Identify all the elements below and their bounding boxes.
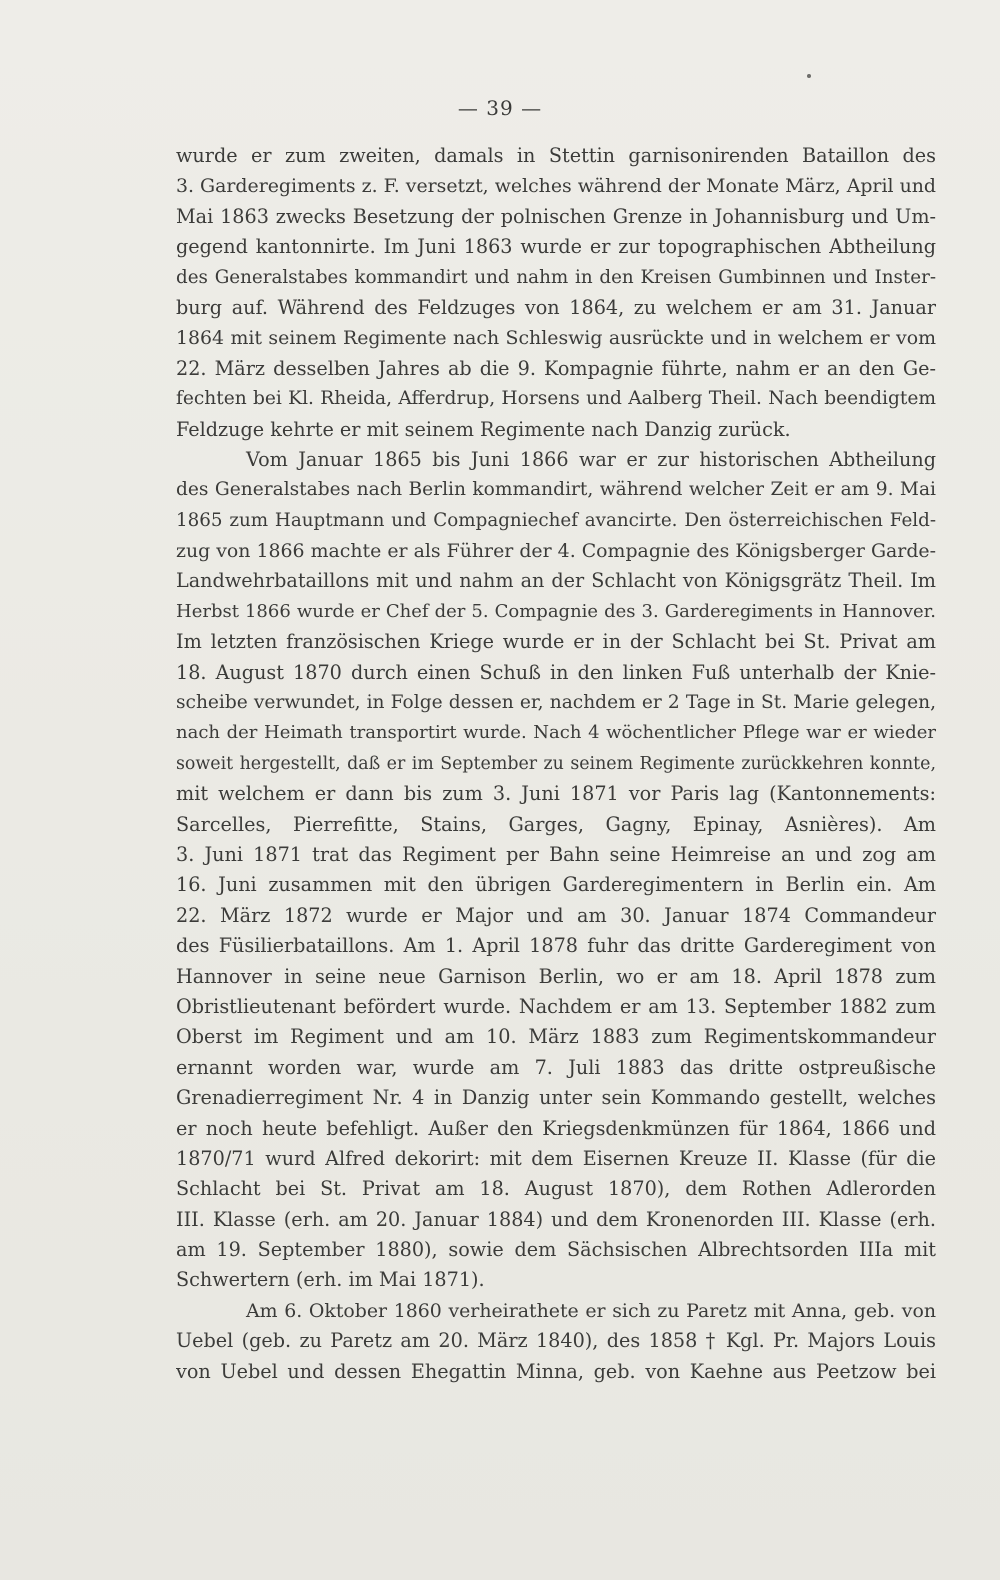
text-line: zug von 1866 machte er als Führer der 4. Compagnie des Königsberger Garde- bbox=[176, 540, 936, 563]
text-line: des Generalstabes nach Berlin kommandirt, während welcher Zeit er am 9. Mai bbox=[176, 479, 936, 501]
text-line: Herbst 1866 wurde er Chef der 5. Compagnie des 3. Garderegiments in Hannover. bbox=[176, 600, 936, 622]
text-line: nach der Heimath transportirt wurde. Nach 4 wöchentlicher Pflege war er wieder bbox=[176, 722, 936, 744]
text-line: am 19. September 1880), sowie dem Sächsischen Albrechtsorden IIIa mit bbox=[176, 1238, 936, 1262]
speck bbox=[807, 74, 811, 78]
text-line: er noch heute befehligt. Außer den Kriegsdenkmünzen für 1864, 1866 und bbox=[176, 1116, 936, 1140]
text-line: III. Klasse (erh. am 20. Januar 1884) und dem Kronenorden III. Klasse (erh. bbox=[176, 1207, 936, 1231]
text-line: ernannt worden war, wurde am 7. Juli 1883 das dritte ostpreußische bbox=[176, 1055, 936, 1079]
text-line: 16. Juni zusammen mit den übrigen Garderegimentern in Berlin ein. Am bbox=[176, 873, 936, 897]
text-line: Am 6. Oktober 1860 verheirathete er sich zu Paretz mit Anna, geb. von bbox=[246, 1299, 936, 1322]
text-line: 1865 zum Hauptmann und Compagniechef avancirte. Den österreichischen Feld- bbox=[176, 509, 936, 531]
text-line: 1864 mit seinem Regimente nach Schleswig ausrückte und in welchem er vom bbox=[176, 327, 936, 350]
text-line: gegend kantonnirte. Im Juni 1863 wurde er zur topographischen Abtheilung bbox=[176, 235, 936, 259]
body-text bbox=[176, 141, 936, 1387]
text-line: Landwehrbataillons mit und nahm an der Schlacht von Königsgrätz Theil. Im bbox=[176, 569, 936, 593]
text-line: fechten bei Kl. Rheida, Afferdrup, Horsens und Aalberg Theil. Nach beendigtem bbox=[176, 388, 936, 410]
text-line: Sarcelles, Pierrefitte, Stains, Garges, Gagny, Epinay, Asnières). Am bbox=[176, 812, 936, 836]
text-line: des Generalstabes kommandirt und nahm in den Kreisen Gumbinnen und Inster- bbox=[176, 266, 936, 288]
text-line: 22. März desselben Jahres ab die 9. Kompagnie führte, nahm er an den Ge- bbox=[176, 356, 936, 380]
text-line: Grenadierregiment Nr. 4 in Danzig unter sein Kommando gestellt, welches bbox=[176, 1086, 936, 1110]
text-line: Mai 1863 zwecks Besetzung der polnischen Grenze in Johannisburg und Um- bbox=[176, 204, 936, 228]
text-line: 1870/71 wurd Alfred dekorirt: mit dem Eisernen Kreuze II. Klasse (für die bbox=[176, 1146, 936, 1170]
text-line: Vom Januar 1865 bis Juni 1866 war er zur historischen Abtheilung bbox=[246, 447, 936, 471]
text-line: 18. August 1870 durch einen Schuß in den linken Fuß unterhalb der Knie- bbox=[176, 660, 936, 684]
text-line: von Uebel und dessen Ehegattin Minna, geb. von Kaehne aus Peetzow bei bbox=[176, 1359, 936, 1383]
text-line: wurde er zum zweiten, damals in Stettin garnisonirenden Bataillon des bbox=[176, 144, 936, 167]
text-line: Oberst im Regiment und am 10. März 1883 zum Regimentskommandeur bbox=[176, 1025, 936, 1049]
text-line: scheibe verwundet, in Folge dessen er, nachdem er 2 Tage in St. Marie gelegen, bbox=[176, 692, 936, 714]
text-line: 3. Juni 1871 trat das Regiment per Bahn seine Heimreise an und zog am bbox=[176, 842, 936, 866]
text-line: 22. März 1872 wurde er Major und am 30. Januar 1874 Commandeur bbox=[176, 903, 936, 927]
text-line: soweit hergestellt, daß er im September zu seinem Regimente zurückkehren konnte, bbox=[176, 753, 936, 774]
text-line: Hannover in seine neue Garnison Berlin, wo er am 18. April 1878 zum bbox=[176, 964, 936, 988]
text-line: burg auf. Während des Feldzuges von 1864, zu welchem er am 31. Januar bbox=[176, 295, 936, 319]
text-line: mit welchem er dann bis zum 3. Juni 1871 vor Paris lag (Kantonnements: bbox=[176, 782, 936, 806]
text-line: Im letzten französischen Kriege wurde er in der Schlacht bei St. Privat am bbox=[176, 630, 936, 654]
text-line: des Füsilierbataillons. Am 1. April 1878 fuhr das dritte Garderegiment von bbox=[176, 934, 936, 958]
text-line: Uebel (geb. zu Paretz am 20. März 1840), des 1858 † Kgl. Pr. Majors Louis bbox=[176, 1329, 936, 1353]
page-number: — 39 — bbox=[457, 96, 543, 120]
text-line: Schwertern (erh. im Mai 1871). bbox=[176, 1268, 485, 1292]
text-line: Schlacht bei St. Privat am 18. August 1870), dem Rothen Adlerorden bbox=[176, 1177, 936, 1201]
text-line: 3. Garderegiments z. F. versetzt, welches während der Monate März, April und bbox=[176, 175, 936, 198]
text-line: Obristlieutenant befördert wurde. Nachdem er am 13. September 1882 zum bbox=[176, 994, 936, 1018]
text-line: Feldzuge kehrte er mit seinem Regimente nach Danzig zurück. bbox=[176, 417, 791, 441]
